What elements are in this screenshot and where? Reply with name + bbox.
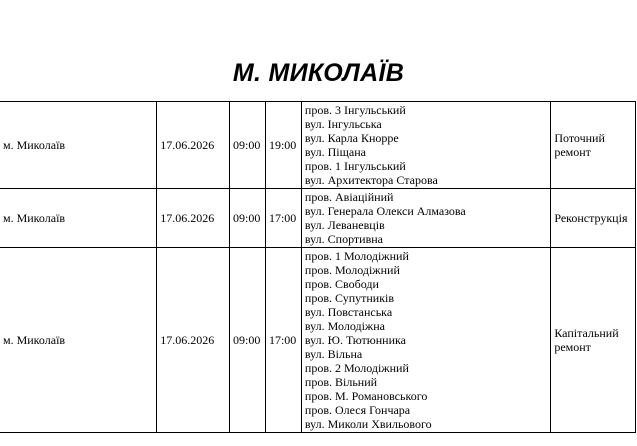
time-to-cell: 19:00 (265, 102, 301, 189)
work-type-text: Капітальний ремонт (554, 326, 619, 354)
street-item: вул. Інгульська (304, 117, 382, 131)
street-item: пров. Вільний (304, 375, 378, 389)
street-item: вул. Молодіжна (304, 319, 385, 333)
date-cell: 17.06.2026 (157, 248, 230, 433)
time-from-cell: 09:00 (230, 189, 266, 248)
streets-cell (301, 189, 550, 248)
work-type-cell (551, 189, 636, 248)
table-row (0, 102, 636, 189)
work-type-text: Поточний ремонт (554, 131, 605, 159)
street-item: вул. Піщана (304, 145, 366, 159)
street-item: пров. Молодіжний (304, 263, 400, 277)
date-cell: 17.06.2026 (157, 189, 230, 248)
street-item: пров. 1 Молодіжний (304, 249, 409, 263)
city-cell: м. Миколаїв (0, 248, 157, 433)
city-cell: м. Миколаїв (0, 189, 157, 248)
street-item: пров. 1 Інгульський (304, 159, 406, 173)
work-type-text: Реконструкція (554, 211, 628, 225)
outage-table (0, 101, 636, 433)
table-row (0, 189, 636, 248)
street-item: пров. 3 Інгульський (304, 103, 406, 117)
street-item: вул. Карла Кнорре (304, 131, 399, 145)
street-item: вул. Спортивна (304, 232, 383, 246)
street-item: пров. Авіаційний (304, 190, 394, 204)
street-item: пров. Супутників (304, 291, 395, 305)
street-item: вул. Миколи Хвильового (304, 417, 432, 431)
table-row (0, 248, 636, 433)
streets-cell (301, 102, 550, 189)
street-item: вул. Вільна (304, 347, 363, 361)
time-from-cell: 09:00 (230, 248, 266, 433)
street-item: вул. Повстанська (304, 305, 393, 319)
time-to-cell: 17:00 (265, 189, 301, 248)
work-type-cell (551, 102, 636, 189)
street-item: пров. 2 Молодіжний (304, 361, 409, 375)
street-item: вул. Леваневців (304, 218, 385, 232)
street-item: пров. М. Романовського (304, 389, 428, 403)
time-from-cell: 09:00 (230, 102, 266, 189)
street-item: вул. Генерала Олекси Алмазова (304, 204, 466, 218)
city-cell: м. Миколаїв (0, 102, 157, 189)
page-title: М. МИКОЛАЇВ (232, 59, 405, 87)
street-item: вул. Архитектора Старова (304, 173, 438, 187)
streets-cell (301, 248, 550, 433)
date-cell: 17.06.2026 (157, 102, 230, 189)
street-item: пров. Олеся Гончара (304, 403, 411, 417)
work-type-cell (551, 248, 636, 433)
street-item: вул. Ю. Тютюнника (304, 333, 406, 347)
street-item: пров. Свободи (304, 277, 379, 291)
time-to-cell: 17:00 (265, 248, 301, 433)
